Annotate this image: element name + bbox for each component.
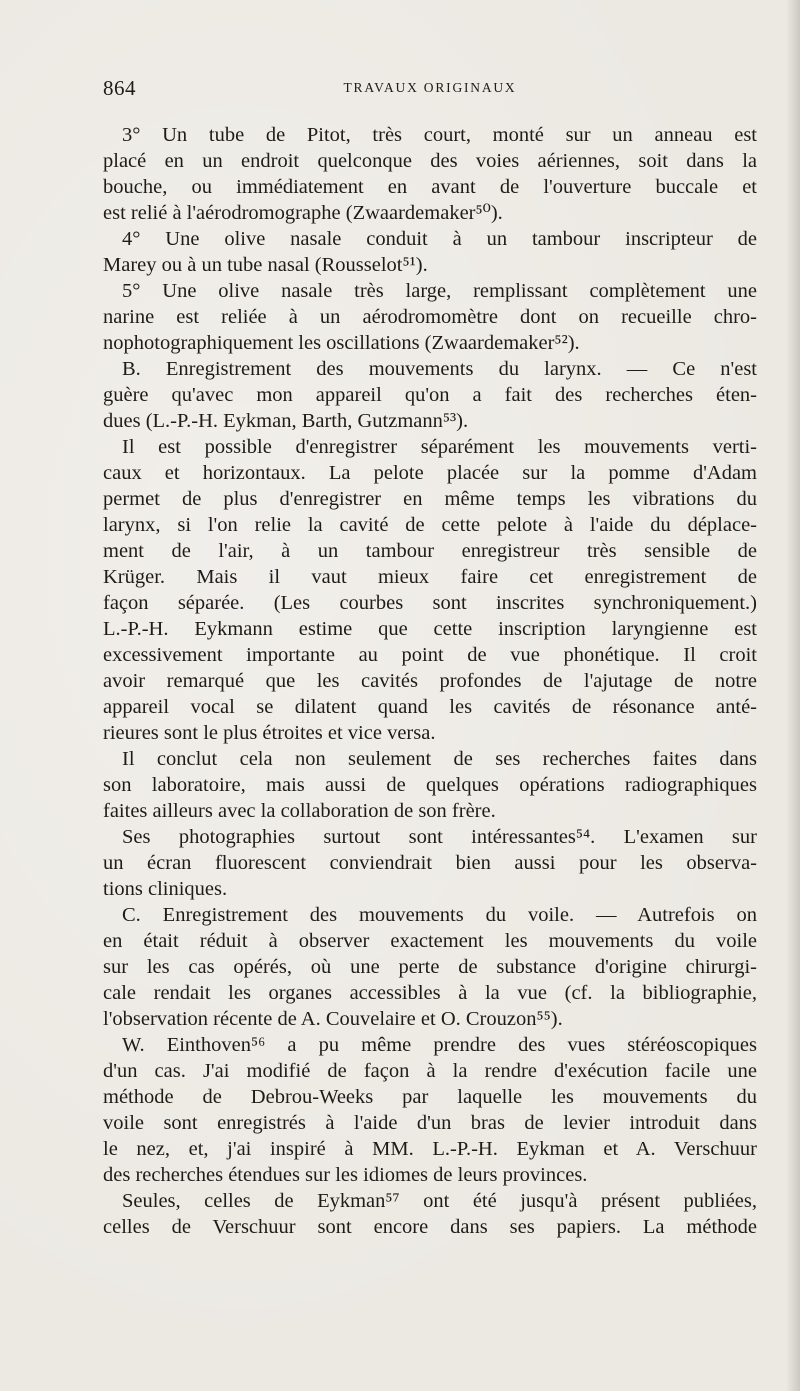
text-line: L.-P.-H. Eykmann estime que cette inscription laryngienne est xyxy=(103,618,757,640)
text-line: larynx, si l'on relie la cavité de cette pelote à l'aide du déplace- xyxy=(103,514,757,536)
text-line: guère qu'avec mon appareil qu'on a fait des recherches éten- xyxy=(103,384,757,406)
text-line: façon séparée. (Les courbes sont inscrites synchroniquement.) xyxy=(103,592,757,614)
body-text xyxy=(103,122,757,1240)
text-line: d'un cas. J'ai modifié de façon à la rendre d'exécution facile une xyxy=(103,1060,757,1082)
text-line: Seules, celles de Eykman⁵⁷ ont été jusqu'à présent publiées, xyxy=(122,1190,757,1212)
text-line: cale rendait les organes accessibles à la vue (cf. la bibliographie, xyxy=(103,982,757,1004)
text-line: en était réduit à observer exactement les mouvements du voile xyxy=(103,930,757,952)
text-line: excessivement importante au point de vue phonétique. Il croit xyxy=(103,644,757,666)
text-line: Marey ou à un tube nasal (Rousselot⁵¹). xyxy=(103,254,428,276)
text-line: Il conclut cela non seulement de ses recherches faites dans xyxy=(122,748,757,770)
text-line: appareil vocal se dilatent quand les cavités de résonance anté- xyxy=(103,696,757,718)
text-line: permet de plus d'enregistrer en même temps les vibrations du xyxy=(103,488,757,510)
text-line: celles de Verschuur sont encore dans ses papiers. La méthode xyxy=(103,1216,757,1238)
text-line: nophotographiquement les oscillations (Zwaardemaker⁵²). xyxy=(103,332,580,354)
text-line: 4° Une olive nasale conduit à un tambour inscripteur de xyxy=(122,228,757,250)
page-header xyxy=(103,76,757,102)
text-line: 3° Un tube de Pitot, très court, monté sur un anneau est xyxy=(122,124,757,146)
page-number: 864 xyxy=(103,76,136,100)
text-line: son laboratoire, mais aussi de quelques opérations radiographiques xyxy=(103,774,757,796)
running-title: TRAVAUX ORIGINAUX xyxy=(343,80,517,95)
text-line: sur les cas opérés, où une perte de substance d'origine chirurgi- xyxy=(103,956,757,978)
text-line: des recherches étendues sur les idiomes de leurs provinces. xyxy=(103,1164,588,1186)
text-line: méthode de Debrou-Weeks par laquelle les mouvements du xyxy=(103,1086,757,1108)
text-line: Il est possible d'enregistrer séparément les mouvements verti- xyxy=(122,436,757,458)
text-line: le nez, et, j'ai inspiré à MM. L.-P.-H. Eykman et A. Verschuur xyxy=(103,1138,757,1160)
text-line: placé en un endroit quelconque des voies aériennes, soit dans la xyxy=(103,150,757,172)
text-line: faites ailleurs avec la collaboration de son frère. xyxy=(103,800,496,822)
text-line: W. Einthoven⁵⁶ a pu même prendre des vues stéréoscopiques xyxy=(122,1034,757,1056)
text-line: caux et horizontaux. La pelote placée sur la pomme d'Adam xyxy=(103,462,757,484)
text-line: narine est reliée à un aérodromomètre dont on recueille chro- xyxy=(103,306,757,328)
text-line: C. Enregistrement des mouvements du voile. — Autrefois on xyxy=(122,904,757,926)
text-line: est relié à l'aérodromographe (Zwaardemaker⁵⁰). xyxy=(103,202,503,224)
text-line: rieures sont le plus étroites et vice versa. xyxy=(103,722,436,744)
text-line: dues (L.-P.-H. Eykman, Barth, Gutzmann⁵³). xyxy=(103,410,469,432)
text-line: l'observation récente de A. Couvelaire et O. Crouzon⁵⁵). xyxy=(103,1008,563,1030)
text-line: 5° Une olive nasale très large, remplissant complètement une xyxy=(122,280,757,302)
text-line: avoir remarqué que les cavités profondes de l'ajutage de notre xyxy=(103,670,757,692)
text-line: voile sont enregistrés à l'aide d'un bras de levier introduit dans xyxy=(103,1112,757,1134)
text-line: bouche, ou immédiatement en avant de l'ouverture buccale et xyxy=(103,176,757,198)
text-line: Krüger. Mais il vaut mieux faire cet enregistrement de xyxy=(103,566,757,588)
page-edge-shadow xyxy=(786,0,800,1391)
text-line: Ses photographies surtout sont intéressantes⁵⁴. L'examen sur xyxy=(122,826,757,848)
text-line: B. Enregistrement des mouvements du larynx. — Ce n'est xyxy=(122,358,757,380)
text-line: un écran fluorescent conviendrait bien aussi pour les observa- xyxy=(103,852,757,874)
text-line: ment de l'air, à un tambour enregistreur très sensible de xyxy=(103,540,757,562)
text-line: tions cliniques. xyxy=(103,878,228,900)
